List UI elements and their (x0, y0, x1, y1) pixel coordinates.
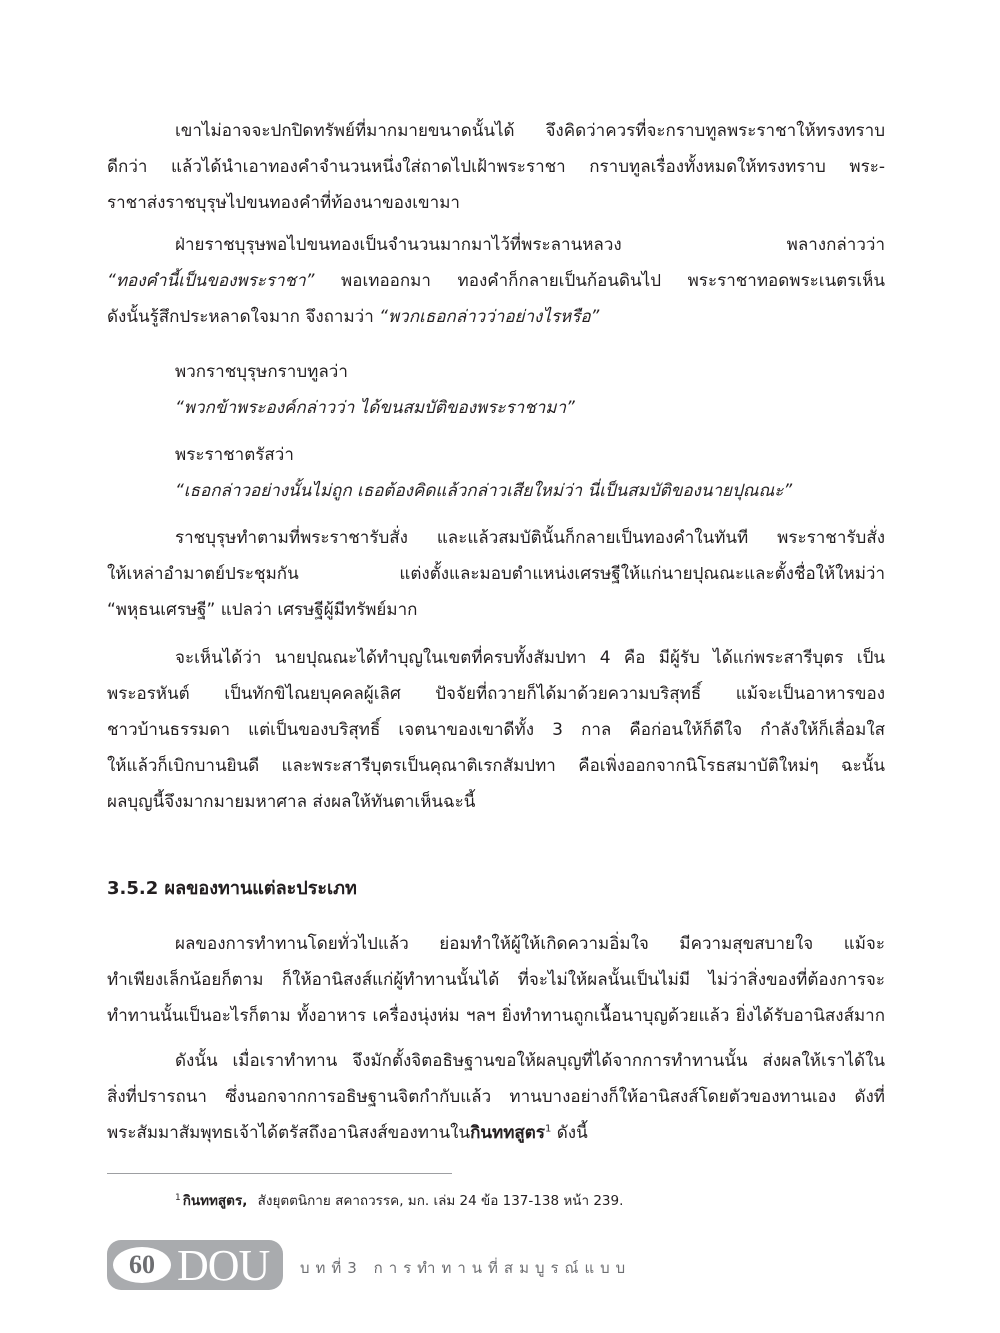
paragraph-2 (107, 227, 885, 335)
footnote (175, 1188, 623, 1214)
paragraph-5-line-2: ให้เหล่าอำมาตย์ประชุมกัน แต่งตั้งและมอบตำแหน่งเศรษฐีให้แก่นายปุณณะและตั้งชื่อให้ใหม่ว่า (107, 564, 885, 584)
footnote-divider (107, 1173, 452, 1174)
paragraph-6-line-4: ให้แล้วก็เบิกบานยินดี และพระสารีบุตรเป็นคุณาติเรกสัมปทา คือเพิ่งออกจากนิโรธสมาบัติใหม่ๆ ฉะนั้น (107, 756, 885, 776)
dou-logo: DOU (177, 1241, 270, 1290)
page-number: 60 (113, 1247, 171, 1283)
paragraph-4-speaker: พระราชาตรัสว่า (175, 445, 294, 465)
footnote-title: กินททสูตร, (182, 1193, 248, 1209)
section-heading: 3.5.2 ผลของทานแต่ละประเภท (107, 878, 357, 899)
paragraph-1 (107, 113, 885, 221)
paragraph-5 (107, 520, 885, 628)
paragraph-8-line-2: สิ่งที่ปรารถนา ซึ่งนอกจากการอธิษฐานจิตกำกับแล้ว ทานบางอย่างก็ให้อานิสงส์โดยตัวของทานเอง ดังที่ (107, 1087, 885, 1107)
paragraph-2-line-3 (107, 299, 885, 335)
paragraph-4 (107, 437, 885, 509)
paragraph-8-line-3 (107, 1115, 885, 1151)
paragraph-7-line-3: ทำทานนั้นเป็นอะไรก็ตาม ทั้งอาหาร เครื่องนุ่งห่ม ฯลฯ ยิ่งทำทานถูกเนื้อนาบุญด้วยแล้ว ยิ่งได้รับอานิสงส์มาก (107, 1006, 885, 1026)
paragraph-2-line-2-text: พอเทออกมา ทองคำก็กลายเป็นก้อนดินไป พระราชาทอดพระเนตรเห็น (314, 271, 885, 291)
paragraph-1-line-2: ดีกว่า แล้วได้นำเอาทองคำจำนวนหนึ่งใส่ถาดไปเฝ้าพระราชา กราบทูลเรื่องทั้งหมดให้ทรงทราบ พระ- (107, 157, 885, 177)
paragraph-1-line-1: เขาไม่อาจจะปกปิดทรัพย์ที่มากมายขนาดนั้นได้ จึงคิดว่าควรที่จะกราบทูลพระราชาให้ทรงทราบ (175, 121, 885, 141)
paragraph-8-line-1: ดังนั้น เมื่อเราทำทาน จึงมักตั้งจิตอธิษฐานขอให้ผลบุญที่ได้จากการทำทานนั้น ส่งผลให้เราได้ใน (175, 1051, 885, 1071)
paragraph-6-line-2: พระอรหันต์ เป็นทักขิไณยบุคคลผู้เลิศ ปัจจัยที่ถวายก็ได้มาด้วยความบริสุทธิ์ แม้จะเป็นอาหารของ (107, 684, 885, 704)
paragraph-1-line-3: ราชาส่งราชบุรุษไปขนทองคำที่ท้องนาของเขามา (107, 193, 460, 213)
footnote-text: สังยุตตนิกาย สคาถวรรค, มก. เล่ม 24 ข้อ 137-138 หน้า 239. (253, 1193, 624, 1209)
paragraph-6-line-1: จะเห็นได้ว่า นายปุณณะได้ทำบุญในเขตที่ครบทั้งสัมปทา 4 คือ มีผู้รับ ได้แก่พระสารีบุตร เป็น (175, 648, 885, 668)
paragraph-3-speaker: พวกราชบุรุษกราบทูลว่า (175, 362, 348, 382)
paragraph-6-line-5: ผลบุญนี้จึงมากมายมหาศาล ส่งผลให้ทันตาเห็นฉะนี้ (107, 792, 476, 812)
paragraph-5-line-3: “พหุธนเศรษฐี” แปลว่า เศรษฐีผู้มีทรัพย์มาก (107, 600, 418, 620)
footer-badge (107, 1240, 283, 1290)
paragraph-8-line-3-text: พระสัมมาสัมพุทธเจ้าได้ตรัสถึงอานิสงส์ของทานใน (107, 1123, 471, 1143)
paragraph-6-line-3: ชาวบ้านธรรมดา แต่เป็นของบริสุทธิ์ เจตนาของเขาดีทั้ง 3 กาล คือก่อนให้ก็ดีใจ กำลังให้ก็เลื่อมใส (107, 720, 885, 740)
quote-what-did-you-say: “พวกเธอกล่าวว่าอย่างไรหรือ” (379, 307, 600, 327)
footnote-marker: 1 (175, 1192, 181, 1203)
paragraph-4-quote: “เธอกล่าวอย่างนั้นไม่ถูก เธอต้องคิดแล้วกล่าวเสียใหม่ว่า นี่เป็นสมบัติของนายปุณณะ” (175, 481, 793, 501)
paragraph-7-line-1: ผลของการทำทานโดยทั่วไปแล้ว ย่อมทำให้ผู้ให้เกิดความอิ่มใจ มีความสุขสบายใจ แม้จะ (175, 934, 885, 954)
chapter-title: บทที่3 การทำทานที่สมบูรณ์แบบ (300, 1259, 632, 1277)
quote-gold-of-king: “ทองคำนี้เป็นของพระราชา” (107, 271, 315, 291)
paragraph-8 (107, 1043, 885, 1151)
paragraph-5-line-1: ราชบุรุษทำตามที่พระราชารับสั่ง และแล้วสมบัตินั้นก็กลายเป็นทองคำในทันที พระราชารับสั่ง (175, 528, 885, 548)
paragraph-2-line-2 (107, 263, 885, 299)
paragraph-7 (107, 926, 885, 1034)
sutta-name: กินททสูตร (470, 1123, 545, 1143)
paragraph-7-line-2: ทำเพียงเล็กน้อยก็ตาม ก็ให้อานิสงส์แก่ผู้ทำทานนั้นได้ ที่จะไม่ให้ผลนั้นเป็นไม่มี ไม่ว่าสิ่งของที่ต้องการจะ (107, 970, 885, 990)
paragraph-3 (107, 354, 885, 426)
paragraph-8-line-3-end: ดังนี้ (551, 1123, 588, 1143)
paragraph-2-line-1: ฝ่ายราชบุรุษพอไปขนทองเป็นจำนวนมากมาไว้ที่พระลานหลวง พลางกล่าวว่า (175, 235, 885, 255)
paragraph-6 (107, 640, 885, 820)
paragraph-2-line-3-text: ดังนั้นรู้สึกประหลาดใจมาก จึงถามว่า (107, 307, 380, 327)
paragraph-3-quote: “พวกข้าพระองค์กล่าวว่า ได้ขนสมบัติของพระราชามา” (175, 398, 575, 418)
footnote-reference: 1 (544, 1123, 552, 1135)
